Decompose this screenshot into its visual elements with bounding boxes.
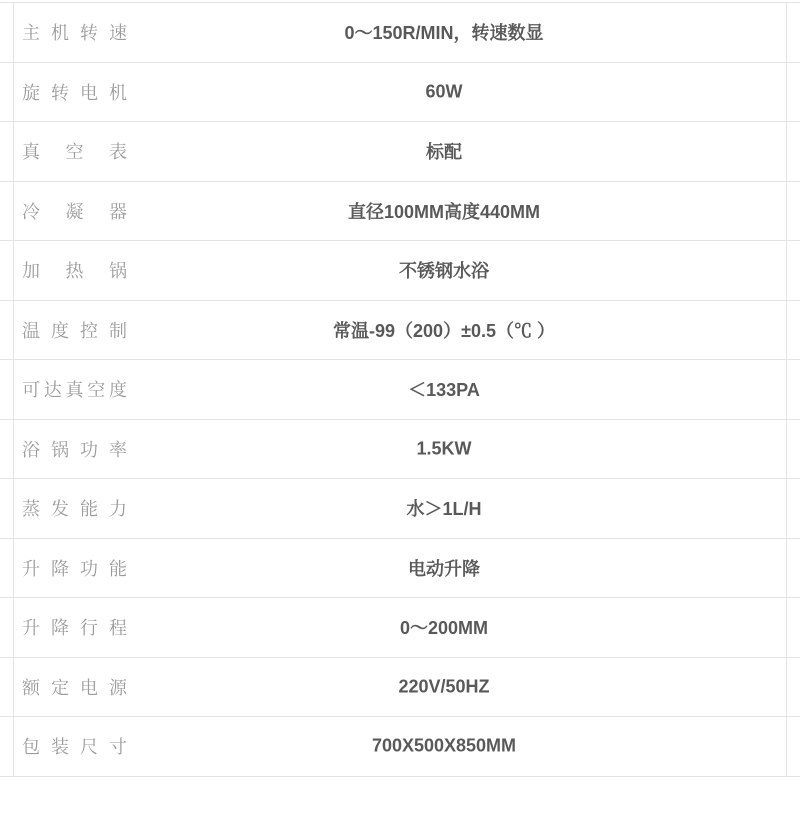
spec-row (0, 122, 800, 182)
spec-row (0, 241, 800, 301)
spec-row (0, 479, 800, 539)
spec-label: 浴锅功率 (22, 439, 128, 460)
spec-value: 1.5KW (416, 438, 472, 459)
spec-value: 220V/50HZ (398, 676, 490, 697)
spec-row (0, 598, 800, 658)
spec-row (0, 539, 800, 599)
spec-rows (0, 3, 800, 777)
spec-label: 包装尺寸 (22, 737, 128, 758)
spec-row (0, 63, 800, 123)
spec-value: 不锈钢水浴 (399, 261, 489, 282)
spec-label: 加热锅 (22, 261, 128, 282)
spec-label: 主机转速 (22, 23, 128, 44)
spec-value: 700X500X850MM (371, 735, 517, 756)
spec-table (0, 2, 800, 777)
spec-row (0, 301, 800, 361)
spec-value: 直径100MM高度440MM (347, 201, 541, 222)
spec-value: 0～150R/MIN，转速数显 (344, 23, 544, 44)
spec-value: 电动升降 (408, 558, 480, 579)
spec-label: 可达真空度 (22, 380, 128, 401)
spec-value: 水＞1L/H (406, 499, 482, 520)
spec-value: ＜133PA (408, 380, 480, 401)
spec-row (0, 3, 800, 63)
spec-label: 蒸发能力 (22, 499, 128, 520)
spec-row (0, 658, 800, 718)
spec-label: 升降行程 (22, 618, 128, 639)
spec-label: 额定电源 (22, 677, 128, 698)
spec-row (0, 717, 800, 777)
spec-label: 升降功能 (22, 558, 128, 579)
spec-value: 标配 (426, 142, 462, 163)
spec-value: 常温-99（200）±0.5（℃ ） (333, 320, 555, 341)
table-left-border (13, 3, 14, 777)
spec-label: 温度控制 (22, 320, 128, 341)
spec-value: 60W (425, 81, 463, 102)
spec-value: 0～200MM (399, 618, 489, 639)
spec-label: 旋转电机 (22, 82, 128, 103)
spec-label: 真空表 (22, 142, 128, 163)
spec-row (0, 182, 800, 242)
spec-label: 冷凝器 (22, 201, 128, 222)
spec-row (0, 420, 800, 480)
table-right-border (786, 3, 787, 777)
spec-row (0, 360, 800, 420)
